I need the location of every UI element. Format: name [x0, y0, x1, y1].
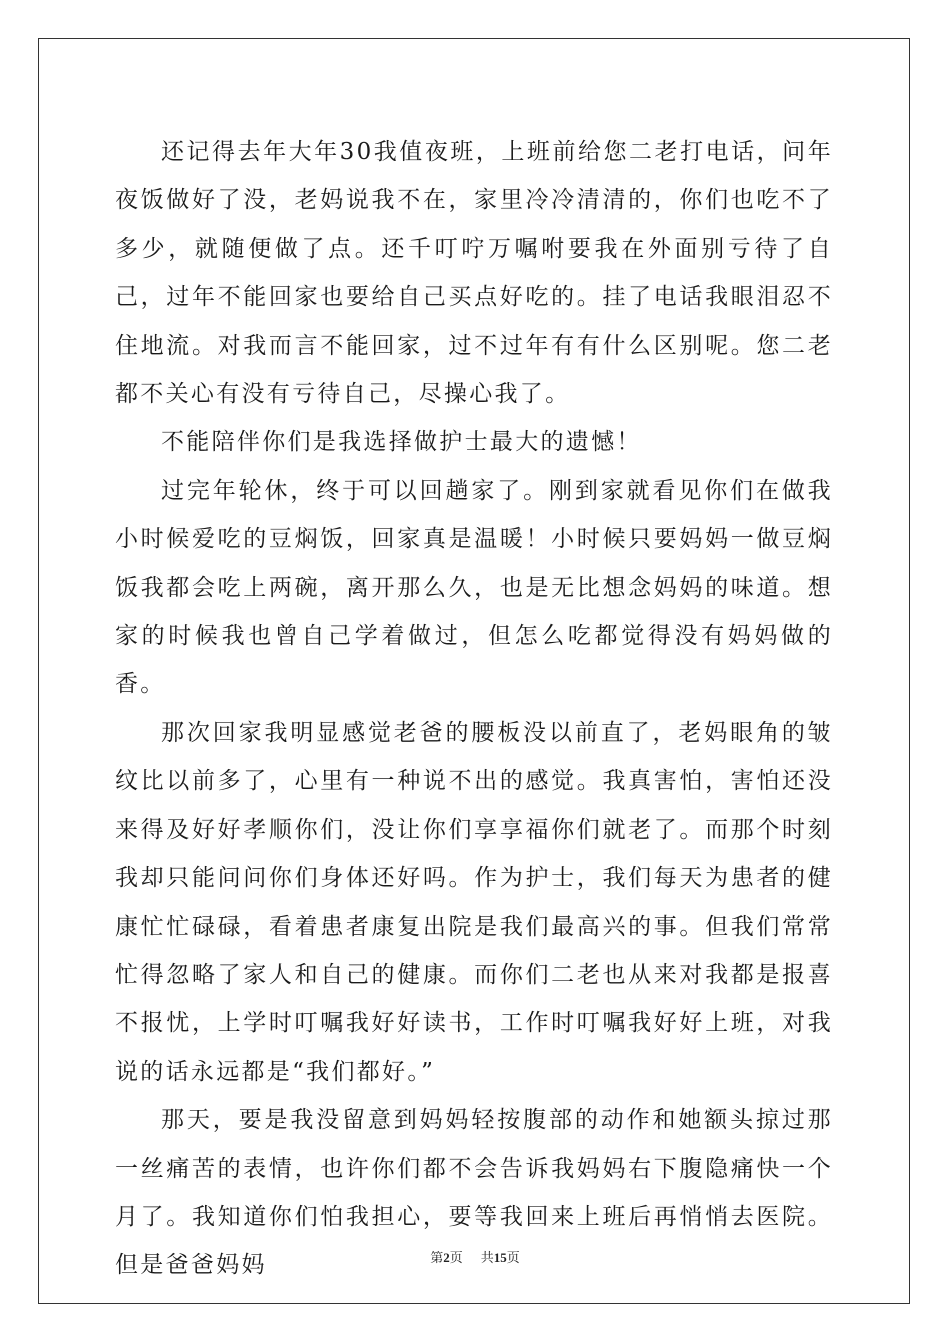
current-page: 2: [443, 1250, 450, 1265]
paragraph-4: 那次回家我明显感觉老爸的腰板没以前直了，老妈眼角的皱纹比以前多了，心里有一种说不出的感觉。我真害怕，害怕还没来得及好好孝顺你们，没让你们享享福你们就老了。而那个时刻我却只能问问你们身体还好吗。作为护士，我们每天为患者的健康忙忙碌碌，看着患者康复出院是我们最高兴的事。但我们常常忙得忽略了家人和自己的健康。而你们二老也从来对我都是报喜不报忧，上学时叮嘱我好好读书，工作时叮嘱我好好上班，对我说的话永远都是“我们都好。”: [115, 719, 833, 1085]
document-body: [115, 128, 833, 1290]
page-total: [481, 1250, 520, 1265]
total-pages: 15: [493, 1250, 507, 1265]
page-footer: [0, 1247, 950, 1266]
page-number: [430, 1250, 463, 1265]
page-prefix: 第: [430, 1250, 444, 1265]
paragraph-1: 还记得去年大年30我值夜班，上班前给您二老打电话，问年夜饭做好了没，老妈说我不在，家里冷冷清清的，你们也吃不了多少，就随便做了点。还千叮咛万嘱咐要我在外面别亏待了自己，过年不能回家也要给自己买点好吃的。挂了电话我眼泪忍不住地流。对我而言不能回家，过不过年有有什么区别呢。您二老都不关心有没有亏待自己，尽操心我了。: [115, 139, 833, 408]
paragraph-5: 那天，要是我没留意到妈妈轻按腹部的动作和她额头掠过那一丝痛苦的表情，也许你们都不会告诉我妈妈右下腹隐痛快一个月了。我知道你们怕我担心，要等我回来上班后再悄悄去医院。但是爸爸妈妈: [115, 1107, 833, 1279]
page-suffix: 页: [449, 1250, 463, 1265]
paragraph-3: 过完年轮休，终于可以回趟家了。刚到家就看见你们在做我小时候爱吃的豆焖饭，回家真是温暖！小时候只要妈妈一做豆焖饭我都会吃上两碗，离开那么久，也是无比想念妈妈的味道。想家的时候我也曾自己学着做过，但怎么吃都觉得没有妈妈做的香。: [115, 477, 833, 698]
total-suffix: 页: [506, 1250, 520, 1265]
total-prefix: 共: [480, 1250, 494, 1265]
paragraph-2: 不能陪伴你们是我选择做护士最大的遗憾！: [161, 429, 642, 456]
